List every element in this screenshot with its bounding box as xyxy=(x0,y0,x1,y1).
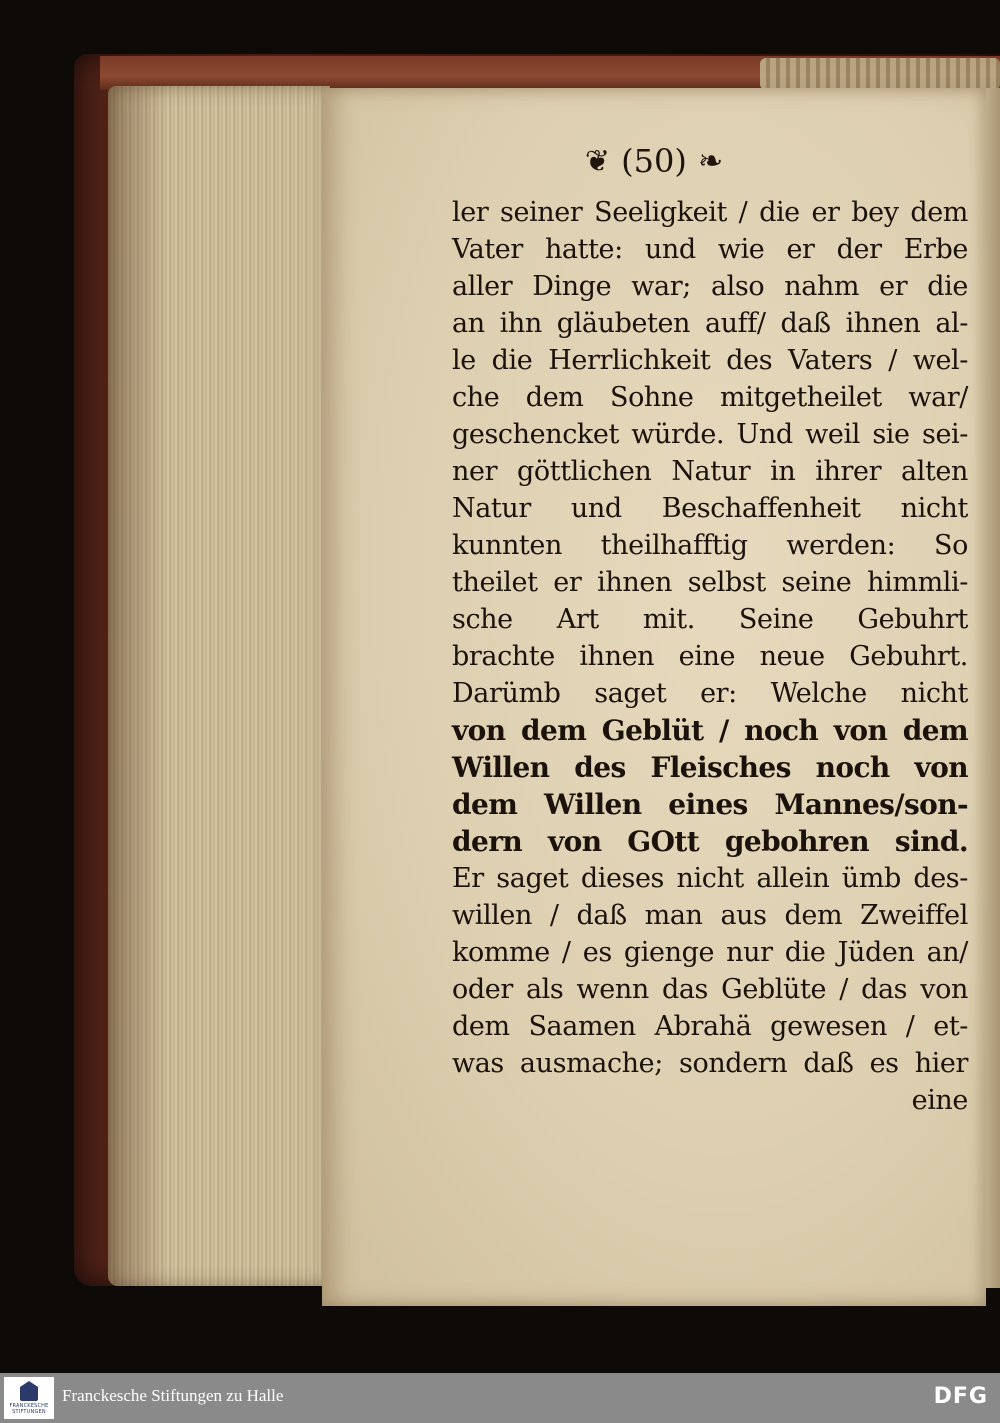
text-line: aller Dinge war; also nahm er die xyxy=(452,271,968,302)
text-line: Er saget dieses nicht allein ümb des- xyxy=(452,863,968,894)
text-line: le die Herrlichkeit des Vaters / wel- xyxy=(452,345,968,376)
text-line: geschencket würde. Und weil sie sei- xyxy=(452,419,968,450)
text-line: eine xyxy=(911,1085,968,1116)
page-edge-shadow xyxy=(108,86,168,1286)
text-line: ler seiner Seeligkeit / die er bey dem xyxy=(452,197,968,228)
text-line: Darümb saget er: Welche nicht xyxy=(452,678,968,709)
text-line: oder als wenn das Geblüte / das von xyxy=(452,974,968,1005)
text-line: brachte ihnen eine neue Gebuhrt. xyxy=(452,641,968,672)
text-line: von dem Geblüt / noch von dem xyxy=(452,714,968,747)
text-line: che dem Sohne mitgetheilet war/ xyxy=(452,382,968,413)
text-line: dern von GOtt gebohren sind. xyxy=(452,825,968,858)
text-line: was ausmache; sondern daß es hier xyxy=(452,1048,968,1079)
building-icon xyxy=(20,1381,38,1401)
logo-text-line-1: FRANCKESCHE xyxy=(9,1403,49,1409)
headband xyxy=(760,58,1000,90)
text-line: sche Art mit. Seine Gebuhrt xyxy=(452,604,968,635)
text-line: Vater hatte: und wie er der Erbe xyxy=(452,234,968,265)
text-line: dem Saamen Abrahä gewesen / et- xyxy=(452,1011,968,1042)
text-line: komme / es gienge nur die Jüden an/ xyxy=(452,937,968,968)
page-text xyxy=(452,194,968,1119)
book-page xyxy=(322,88,986,1306)
text-line: kunnten theilhafftig werden: So xyxy=(452,530,968,561)
text-line: theilet er ihnen selbst seine himmli- xyxy=(452,567,968,598)
text-line: Willen des Fleisches noch von xyxy=(452,751,968,784)
page-header xyxy=(322,142,986,180)
viewer-footer-bar xyxy=(0,1373,1000,1423)
text-line: dem Willen eines Mannes/son- xyxy=(452,788,968,821)
text-line: Natur und Beschaffenheit nicht xyxy=(452,493,968,524)
franckesche-logo[interactable] xyxy=(4,1377,54,1419)
logo-text-line-2: STIFTUNGEN xyxy=(12,1409,46,1415)
text-line: an ihn gläubeten auff/ daß ihnen al- xyxy=(452,308,968,339)
page-number: (50) xyxy=(621,142,687,180)
dfg-logo[interactable]: DFG xyxy=(933,1384,988,1409)
text-line: ner göttlichen Natur in ihrer alten xyxy=(452,456,968,487)
logo-text xyxy=(4,1403,54,1415)
institution-title: Franckesche Stiftungen zu Halle xyxy=(62,1386,284,1405)
ornament-right-icon: ❧ xyxy=(697,143,724,179)
ornament-left-icon: ❦ xyxy=(584,143,611,179)
text-line: willen / daß man aus dem Zweiffel xyxy=(452,900,968,931)
